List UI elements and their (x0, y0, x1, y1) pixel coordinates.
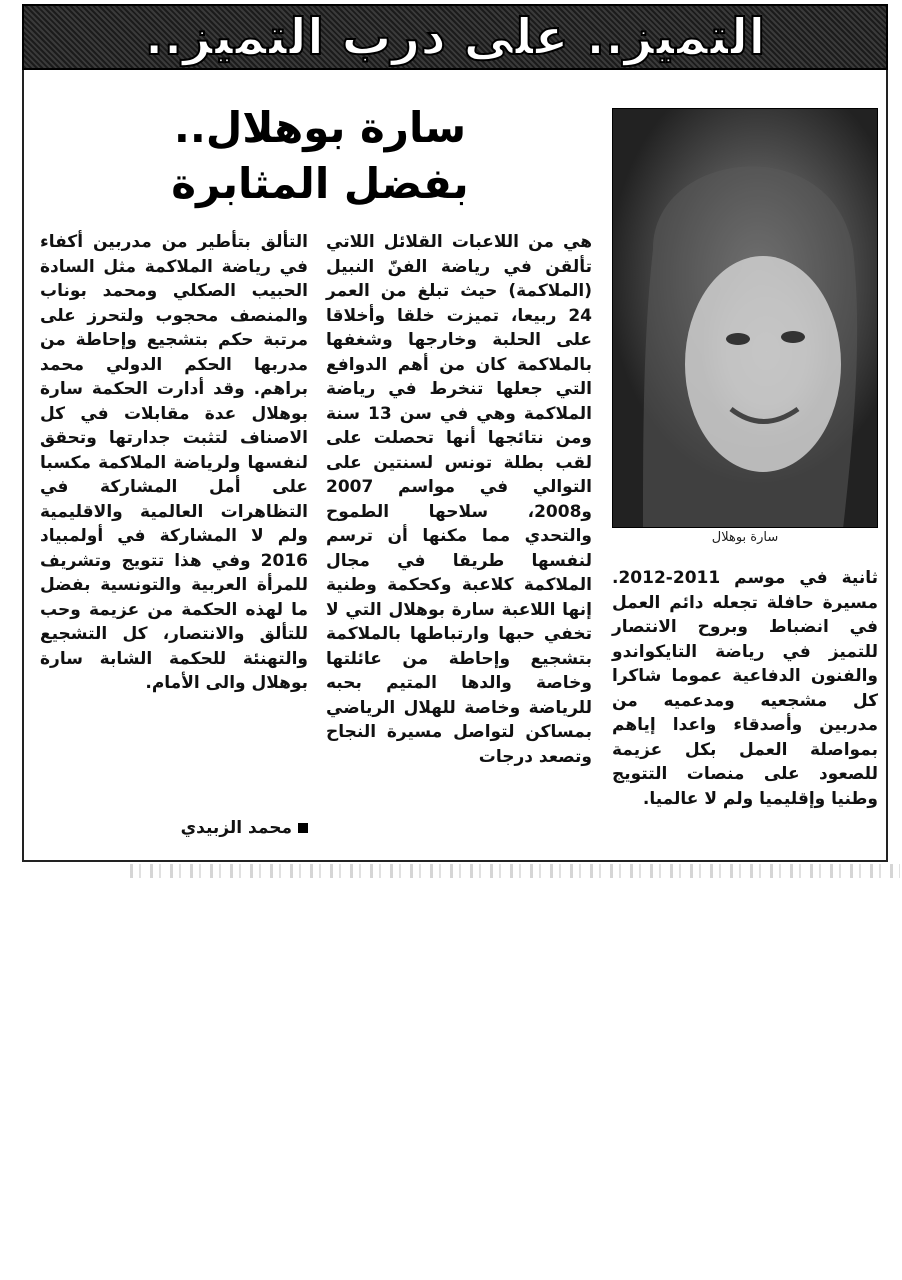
headline-line-2: بفضل المثابرة (171, 159, 469, 208)
banner-title: التميز.. على درب التميز.. (144, 8, 766, 66)
square-bullet-icon (298, 823, 308, 833)
photo-caption: سارة بوهلال (711, 530, 779, 545)
article-byline (40, 818, 308, 838)
article-column-middle: هي من اللاعبات القلائل اللاتي تألقن في رياضة الفنّ النبيل (الملاكمة) حيث تبلغ من العمر 24 ربيعا، تميزت خلقا وأخلاقا على الحلبة وخارجها وشغفها بالملاكمة كان من أهم الدوافع التي جعلها تنخرط في رياضة الملاكمة وهي في سن 13 سنة ومن نتائجها أنها تحصلت على لقب بطلة تونس لسنتين على التوالي في مواسم 2007 و2008، سلاحها الطموح والتحدي مما مكنها أن ترسم لنفسها طريقا في مجال الملاكمة كلاعبة وكحكمة وطنية إنها اللاعبة سارة بوهلال التي لا تخفي حبها وارتباطها بالملاكمة بتشجيع وإحاطة من عائلتها وخاصة والدها المتيم بحبه للرياضة وخاصة للهلال الرياضي بمساكن لتواصل مسيرة النجاح وتصعد درجات (326, 232, 593, 767)
author-name: محمد الزبيدي (180, 818, 292, 838)
portrait-figure-icon (613, 109, 878, 528)
scan-noise-strip (130, 864, 900, 878)
portrait-photo (612, 108, 878, 528)
article-headline (40, 100, 600, 212)
article-column-left: التألق بتأطير من مدربين أكفاء في رياضة الملاكمة مثل السادة الحبيب الصكلي ومحمد بوناب والمنصف محجوب ولتحرز على مرتبة حكم بتشجيع وإحاطة من مدربها الحكم الدولي محمد براهم. وقد أدارت الحكمة سارة بوهلال عدة مقابلات في كل الاصناف لتثبت جدارتها وتحقق لنفسها ولرياضة الملاكمة مكسبا على أمل المشاركة في التظاهرات العالمية والاقليمية ولم لا المشاركة في أولمبياد 2016 وفي هذا تتويج وتشريف للمرأة العربية والتونسية بفضل ما لهذه الحكمة من عزيمة وحب للتألق والانتصار، كل التشجيع والتهنئة للحكمة الشابة سارة بوهلال والى الأمام. (40, 232, 308, 693)
headline-line-1: سارة بوهلال.. (173, 103, 467, 152)
article-column-right: ثانية في موسم 2011-2012. مسيرة حافلة تجعله دائم العمل في انضباط وبروح الانتصار للتميز في رياضة التايكواندو والفنون الدفاعية عموما شاكرا كل مشجعيه ومدعميه من مدربين وأصدقاء واعدا إياهم بمواصلة العمل بكل عزيمة للصعود على منصات التتويج وطنيا وإقليميا ولم لا عالميا. (612, 568, 878, 809)
section-banner (22, 4, 888, 70)
